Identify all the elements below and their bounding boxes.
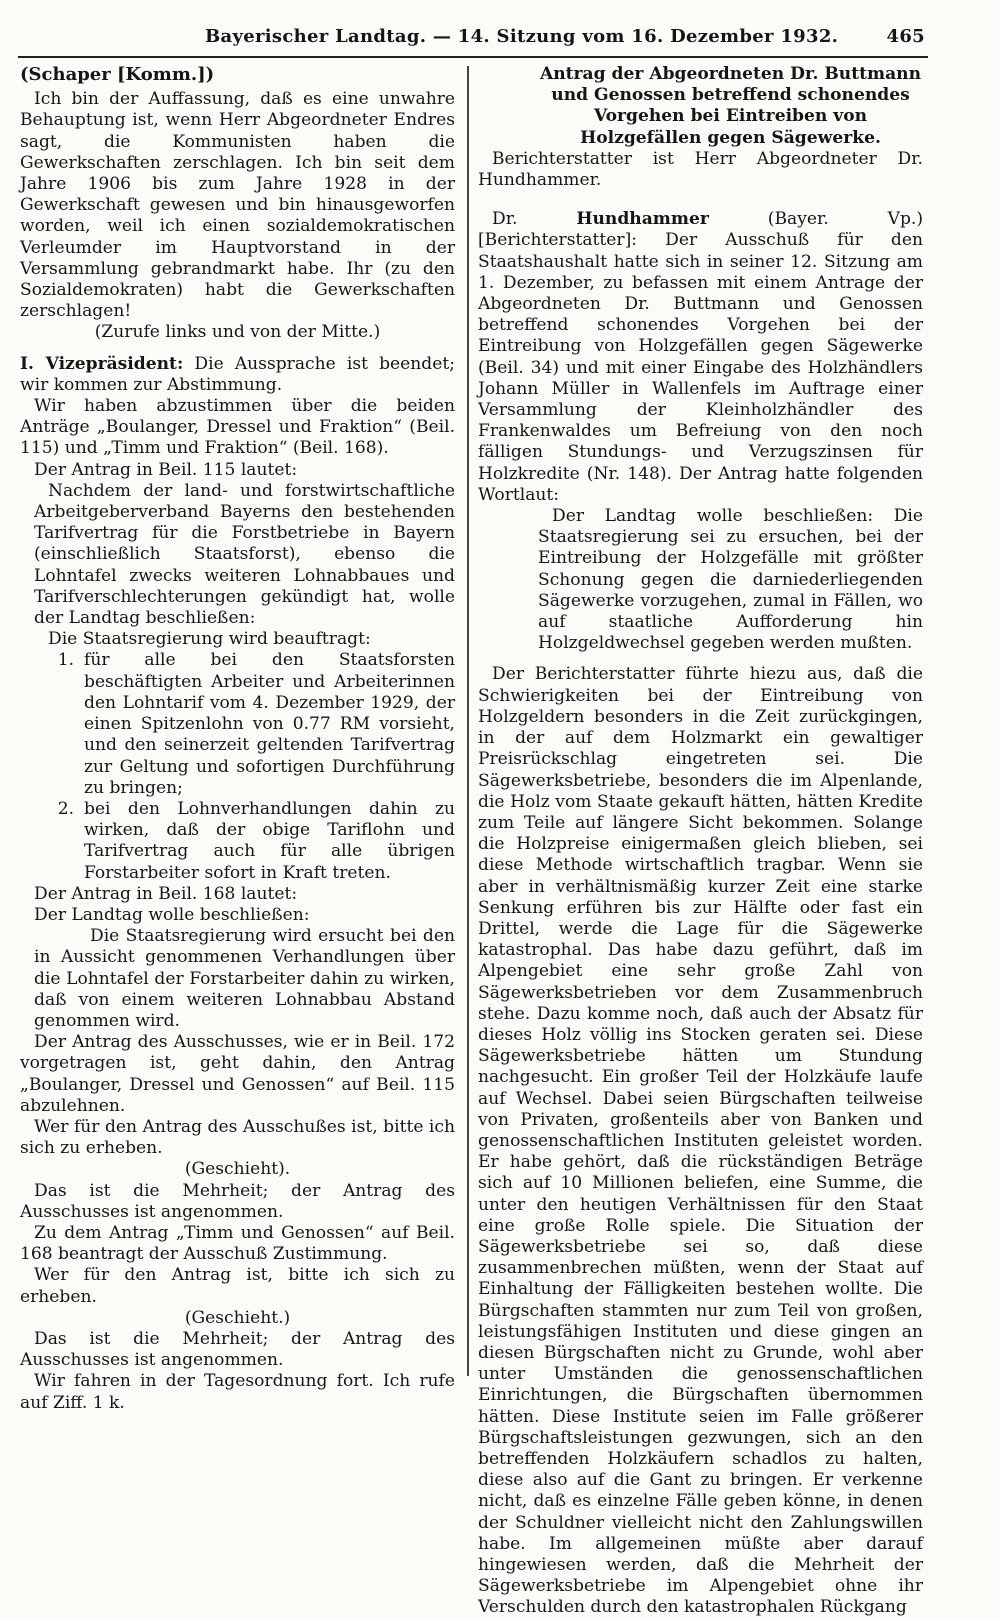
paragraph bbox=[20, 354, 455, 396]
spacer bbox=[20, 344, 455, 354]
speech-text: Die Aussprache ist beendet; wir kommen zur Abstimmung. bbox=[20, 353, 455, 395]
speaker-name: Hundhammer bbox=[576, 209, 709, 230]
right-column bbox=[478, 64, 923, 1619]
paragraph: Der Berichterstatter führte hiezu aus, daß die Schwierigkeiten bei der Eintreibung von Holzgeldern besonders in die Zeit zurückgingen, in der auf dem Holzmarkt ein gewaltiger Preisrückschlag eingetreten sei. Die Sägewerksbetriebe, besonders die im Alpenlande, die Holz vom Staate gekauft hätten, hätten Kredite zum Teile auf längere Sicht bekommen. Solange die Holzpreise einigermaßen gleich blieben, sei diese Methode wirtschaftlich tragbar. Wenn sie aber in verhältnismäßig kurzer Zeit eine starke Senkung erführen bis zur Hälfte oder fast ein Drittel, werde die Lage für die Sägewerke katastrophal. Das habe dazu geführt, daß im Alpengebiet eine sehr große Zahl von Sägewerksbetrieben vor dem Zusammenbruch stehe. Dazu komme noch, daß auch der Absatz für dieses Holz völlig ins Stocken geraten sei. Diese Sägewerksbetriebe hätten um Stundung nachgesucht. Ein großer Teil der Holzkäufe laufe auf Wechsel. Dabei seien Bürgschaften teilweise von Privaten, großenteils aber von Banken und genossenschaftlichen Instituten geleistet worden. Er habe gehört, daß die rückständigen Beträge sich auf 10 Millionen beliefen, eine Summe, die unter den heutigen Verhältnissen für den Staat eine große Rolle spiele. Die Situation der Sägewerksbetriebe sei so, daß diese zusammenbrechen müßten, wenn der Staat auf Einhaltung der Fälligkeiten bestehen wollte. Die Bürgschaften stammten nur zum Teil von großen, leistungsfähigen Instituten und diese gingen an diesen Bürgschaften nicht zu Grunde, wohl aber unter Umständen die genossenschaftlichen Einrichtungen, die Bürgschaften übernommen hätten. Diese Institute seien im Falle größerer Bürgschaftsleistungen gezwungen, sich an den betreffenden Holzkäufern schadlos zu halten, diese also auf die Gant zu bringen. Er verkenne nicht, daß es einzelne Fälle geben könne, in denen der Schuldner vielleicht nicht den Zahlungswillen habe. Im allgemeinen müßte aber darauf hingewiesen werden, daß die Mehrheit der Sägewerksbetriebe im Alpengebiet ohne ihr Verschulden durch den katastrophalen Rückgang bbox=[478, 664, 923, 1618]
spacer bbox=[478, 191, 923, 209]
interjection: (Geschieht.) bbox=[184, 1307, 291, 1328]
quoted-motion: Der Landtag wolle beschließen: Die Staatsregierung sei zu ersuchen, bei der Eintreibung der Holzgefälle mit größter Schonung gegen die darniederliegenden Sägewerke vorzugehen, zumal in Fällen, wo auf staatliche Aufforderung hin Holzgeldwechsel gegeben werden mußten. bbox=[538, 506, 923, 654]
list-item bbox=[34, 799, 455, 884]
paragraph: Berichterstatter ist Herr Abgeordneter Dr. Hundhammer. bbox=[478, 148, 923, 191]
item-number: 1. bbox=[57, 650, 74, 671]
column-divider bbox=[467, 66, 469, 1376]
running-header bbox=[205, 26, 925, 52]
speech-text: (Bayer. Vp.) [Berichterstatter]: Der Ausschuß für den Staatshaushalt hatte sich in seiner 12. Sitzung am 1. Dezember, zu befassen mit einem Antrage der Abgeordneten Dr. Buttmann und Genossen betreffend schonendes Vorgehen bei der Eintreibung von Holzgefällen gegen Sägewerke (Beil. 34) und mit einer Eingabe des Holzhändlers Johann Müller in Wallenfels im Auftrage einer Versammlung der Kleinholzhändler des Frankenwaldes um Befreiung von den noch fälligen Stundungs- und Verzugszinsen für Holzkredite (Nr. 148). Der Antrag hatte folgenden Wortlaut: bbox=[478, 209, 923, 505]
running-title: Bayerischer Landtag. — 14. Sitzung vom 16. Dezember 1932. bbox=[205, 26, 839, 47]
paragraph: Der Antrag des Ausschusses, wie er in Beil. 172 vorgetragen ist, geht dahin, den Antrag „Boulanger, Dressel und Genossen“ auf Beil. 115 abzulehnen. bbox=[20, 1032, 455, 1116]
paragraph: Der Antrag in Beil. 168 lautet: bbox=[34, 883, 298, 904]
paragraph: Wer für den Antrag ist, bitte ich sich zu erheben. bbox=[20, 1265, 455, 1307]
item-number: 2. bbox=[57, 798, 74, 819]
paragraph: Das ist die Mehrheit; der Antrag des Ausschusses ist angenommen. bbox=[20, 1180, 455, 1222]
motion-list bbox=[34, 650, 455, 883]
list-item bbox=[34, 650, 455, 798]
interjection: (Zurufe links und von der Mitte.) bbox=[94, 322, 381, 343]
paragraph: Wer für den Antrag des Ausschußes ist, bitte ich sich zu erheben. bbox=[20, 1116, 455, 1159]
paragraph: Die Staatsregierung wird beauftragt: bbox=[48, 629, 371, 650]
paragraph: Zu dem Antrag „Timm und Genossen“ auf Beil. 168 beantragt der Ausschuß Zustimmung. bbox=[20, 1222, 455, 1265]
paragraph bbox=[478, 209, 923, 506]
item-text: für alle bei den Staatsforsten beschäftigten Arbeiter und Arbeiterinnen den Lohntarif vom 4. Dezember 1929, der einen Spitzenlohn von 0.77 RM vorsieht, und den seinerzeit geltenden Tarifvertrag zur Geltung und sofortigen Durchführung zu bringen; bbox=[84, 650, 455, 798]
speaker-title: Dr. bbox=[492, 209, 518, 230]
paragraph: Das ist die Mehrheit; der Antrag des Ausschusses ist angenommen. bbox=[20, 1328, 455, 1371]
paragraph: Wir fahren in der Tagesordnung fort. Ich rufe auf Ziff. 1 k. bbox=[20, 1371, 455, 1413]
paragraph: Der Landtag wolle beschließen: bbox=[34, 904, 310, 925]
spacer bbox=[478, 654, 923, 664]
speaker-name: I. Vizepräsident: bbox=[20, 353, 184, 374]
speaker-tag: (Schaper [Komm.]) bbox=[20, 64, 215, 85]
paragraph: Wir haben abzustimmen über die beiden Anträge „Boulanger, Dressel und Fraktion“ (Beil. 115) und „Timm und Fraktion“ (Beil. 168). bbox=[20, 396, 455, 459]
paragraph: Ich bin der Auffassung, daß es eine unwahre Behauptung ist, wenn Herr Abgeordneter Endres sagt, die Kommunisten haben die Gewerkschaften zerschlagen. Ich bin seit dem Jahre 1906 bis zum Jahre 1928 in der Gewerkschaft gewesen und bin hinausgeworfen worden, weil ich einen sozialdemokratischen Verleumder im Hauptvorstand in der Versammlung gebrandmarkt habe. Ihr (zu den Sozialdemokraten) habt die Gewerkschaften zerschlagen! bbox=[20, 89, 455, 322]
quoted-motion: Nachdem der land- und forstwirtschaftliche Arbeitgeberverband Bayerns den bestehenden Tarifvertrag für die Forstbetriebe in Bayern (einschließlich Staatsforst), ebenso die Lohntafel zwecks weiteren Lohnabbaues und Tarifverschlechterungen gekündigt hat, wolle der Landtag beschließen: bbox=[34, 480, 455, 629]
page-number: 465 bbox=[886, 26, 925, 47]
paragraph: Der Antrag in Beil. 115 lautet: bbox=[34, 459, 298, 480]
interjection: (Geschieht). bbox=[184, 1159, 291, 1180]
header-rule bbox=[18, 56, 928, 58]
item-text: bei den Lohnverhandlungen dahin zu wirken, daß der obige Tariflohn und Tarifvertrag auch für alle übrigen Forstarbeiter sofort in Kraft treten. bbox=[84, 798, 455, 883]
left-column bbox=[20, 64, 455, 1414]
agenda-heading: Antrag der Abgeordneten Dr. Buttmann und Genossen betreffend schonendes Vorgehen bei Eintreiben von Holzgefällen gegen Sägewerke. bbox=[539, 64, 922, 148]
quoted-motion: Die Staatsregierung wird ersucht bei den in Aussicht genommenen Verhandlungen über die Lohntafel der Forstarbeiter dahin zu wirken, daß von einem weiteren Lohnabbau Abstand genommen wird. bbox=[34, 926, 455, 1031]
